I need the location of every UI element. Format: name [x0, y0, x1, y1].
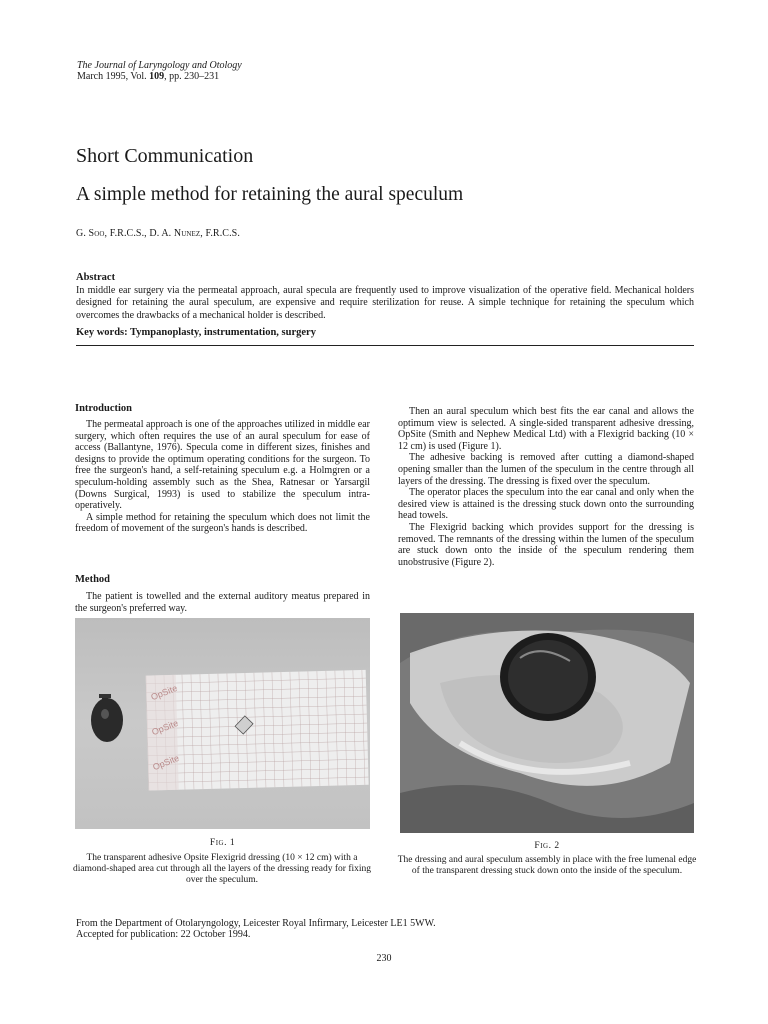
- dressing-print-2: OpSite: [150, 717, 180, 738]
- figure-2-drawing: [400, 603, 694, 833]
- figure-2-caption: The dressing and aural speculum assembly in place with the free lumenal edge of the transparent dressing stuck down onto the inside of the speculum.: [397, 855, 697, 876]
- header-rule: [76, 345, 694, 346]
- author1-initial: G.: [76, 228, 89, 239]
- author2-surname: Nunez: [173, 228, 201, 239]
- figure-1-label-text: Fig. 1: [209, 838, 236, 848]
- keywords: Key words: Tympanoplasty, instrumentation, surgery: [76, 327, 316, 338]
- author2-degree: , F.R.C.S.: [200, 228, 240, 239]
- right-paragraph-4: The Flexigrid backing which provides support for the dressing is removed. The remnants of the dressing within the lumen of the speculum are stuck down onto the inside of the speculum rendering them unobstrusive (Figure 2).: [398, 521, 694, 568]
- figure-1-label: [75, 838, 370, 848]
- abstract-heading: Abstract: [76, 272, 116, 283]
- figure-1-caption: The transparent adhesive Opsite Flexigrid dressing (10 × 12 cm) with a diamond-shaped area cut through all the layers of the dressing ready for fixing over the speculum.: [72, 853, 372, 885]
- issue-suffix: , pp. 230–231: [164, 71, 220, 82]
- journal-name: The Journal of Laryngology and Otology: [77, 60, 242, 71]
- method-paragraph-1: The patient is towelled and the external auditory meatus prepared in the surgeon's preferred way.: [75, 591, 370, 614]
- intro-paragraph-1: The permeatal approach is one of the approaches utilized in middle ear surgery, which often requires the use of an aural speculum for ease of access (Ballantyne, 1976). Specula come in different sizes, finishes and designs to provide the optimum operating conditions for the surgeon. To free the surgeon's hand, a self-retaining speculum e.g. a Holmgren or a speculum-holding assembly such as the Shea, Ratnesar or Yarsargil (Downs Surgical, 1993) is used to stabilize the speculum intra-operatively.: [75, 419, 370, 512]
- figure-2-photo: [400, 603, 694, 833]
- journal-issue: [77, 71, 242, 82]
- abstract-text: In middle ear surgery via the permeatal approach, aural specula are frequently used to improve visualization of the operative field. Mechanical holders designed for retaining the aural speculum, are expensive and require sterilization for reuse. A simple technique for retaining the speculum which overcomes the drawbacks of a mechanical holder is described.: [76, 285, 694, 321]
- page-number: 230: [376, 953, 392, 964]
- author1-surname: Soo: [88, 228, 105, 239]
- introduction-body: [75, 419, 370, 535]
- right-paragraph-1: Then an aural speculum which best fits the ear canal and allows the optimum view is selected. A single-sided transparent adhesive dressing, OpSite (Smith and Nephew Medical Ltd) with a Flexigrid backing (10 × 12 cm) is used (Figure 1).: [398, 406, 694, 452]
- journal-header: [77, 60, 242, 82]
- figure-2-label-text: Fig. 2: [534, 841, 560, 851]
- right-paragraph-2: The adhesive backing is removed after cutting a diamond-shaped opening smaller than the lumen of the speculum in the centre through all layers of the dressing. The dressing is fixed over the speculum.: [398, 452, 694, 487]
- right-column-body: [398, 406, 694, 568]
- intro-paragraph-2: A simple method for retaining the speculum which does not limit the freedom of movement of the surgeon's hands is described.: [75, 511, 370, 535]
- authors: [76, 228, 240, 240]
- accepted-line: Accepted for publication: 22 October 1994.: [76, 929, 251, 940]
- figure-1-drawing: [75, 618, 370, 829]
- author1-degree: , F.R.C.S., D. A.: [104, 228, 174, 239]
- right-paragraph-3: The operator places the speculum into the ear canal and only when the desired view is attained is the dressing stuck down onto the surrounding head towels.: [398, 487, 694, 522]
- introduction-heading: Introduction: [75, 403, 132, 414]
- method-body: [75, 591, 370, 614]
- speculum-object: [91, 694, 123, 742]
- issue-prefix: March 1995, Vol.: [77, 71, 150, 82]
- dressing-print-3: OpSite: [151, 752, 181, 773]
- dressing-print-1: OpSite: [149, 682, 179, 703]
- method-heading: Method: [75, 574, 110, 585]
- affiliation-line: From the Department of Otolaryngology, Leicester Royal Infirmary, Leicester LE1 5WW.: [76, 918, 436, 929]
- figure-1-photo: [75, 618, 370, 829]
- issue-volume: 109: [149, 71, 165, 82]
- affiliation-footer: [76, 918, 436, 940]
- section-title: Short Communication: [76, 145, 254, 167]
- article-title: A simple method for retaining the aural speculum: [76, 184, 464, 205]
- figure-2-label: [400, 841, 694, 851]
